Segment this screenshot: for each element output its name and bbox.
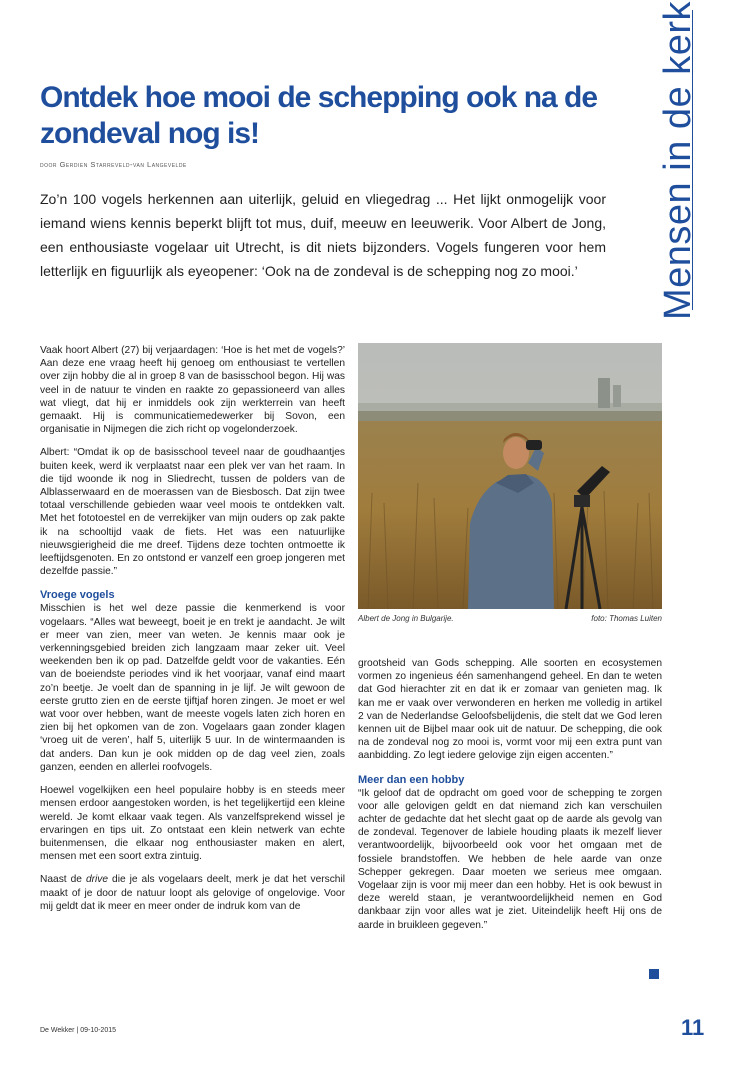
end-of-article-marker — [649, 969, 659, 979]
paragraph: Naast de drive die je als vogelaars deelt, merk je dat het verschil maakt of je door de natuur loopt als gelovige of ongelovige. Voor mij geldt dat ik meer en meer onder de indruk kom van de — [40, 874, 346, 912]
column-left — [40, 344, 345, 923]
paragraph: grootsheid van Gods schepping. Alle soorten en ecosystemen vormen zo ingenieus één samenhangend geheel. En dan te weten dat God hierachter zit en dat ik er zomaar van genieten mag. Ik kan me er vaak over verwonderen en herken me volledig in artikel 2 van de Nederlandse Geloofsbelijdenis, die stelt dat we God leren kennen uit de Bijbel maar ook uit de natuur. De schepping, die ook na de zondeval nog zo mooi is, vormt voor mij een extra punt van aanbidding. Zo legt iedere gelovige zijn eigen accenten.” — [358, 658, 662, 762]
caption-text: Albert de Jong in Bulgarije. — [358, 614, 454, 623]
subheading-vroege-vogels: Vroege vogels — [40, 589, 115, 602]
subheading-meer-dan-een-hobby: Meer dan een hobby — [358, 773, 465, 786]
paragraph: “Ik geloof dat de opdracht om goed voor de schepping te zorgen voor alle gelovigen geldt en dat niemand zich kan verschuilen achter de gedachte dat het slecht gaat op de aarde als gevolg van de zondeval. Tegenover de labiele houding plaats ik mezelf liever verantwoordelijk, bijvoorbeeld ook voor het omgaan met de fossiele brandstoffen. We hebben de hele aarde van onze Schepper gekregen. Daar moeten we serieus mee omgaan. Vogelaar zijn is voor mij meer dan een hobby. Het is ook bewust in deze wereld staan, je verantwoordelijkheid nemen en God dankbaar zijn voor alles wat je ziet. Uiteindelijk heeft Hij ons de aarde in bruikleen gegeven.” — [358, 787, 662, 931]
paragraph: Hoewel vogelkijken een heel populaire hobby is en steeds meer mensen erdoor aangestoken worden, is het tegelijkertijd een kleine wereld. Je komt elkaar vaak tegen. Als vanzelfsprekend wissel je ervaringen en tips uit. Zo ontstaat een klein netwerk van echte buitenmensen, die elkaar nog enthousiaster maken en alert, mensen met een soort extra zintuig. — [40, 785, 345, 863]
article-photo — [358, 343, 662, 609]
intro-paragraph: Zo’n 100 vogels herkennen aan uiterlijk, geluid en vliegedrag ... Het lijkt onmogelijk voor iemand wiens kennis beperkt blijft tot mus, duif, meeuw en leeuwerik. Voor Albert de Jong, een enthousiaste vogelaar uit Utrecht, is dit niets bijzonders. Vogels fungeren voor hem letterlijk en figuurlijk als eyeopener: ‘Ook na de zondeval is de schepping nog zo mooi.’ — [40, 191, 606, 279]
paragraph: Vaak hoort Albert (27) bij verjaardagen: ‘Hoe is het met de vogels?’ Aan deze ene vraag heeft hij genoeg om enthousiast te vertellen over zijn hobby die al in groep 8 van de basisschool begon. Hij was veel in de natuur te vinden en raakte zo gepassioneerd van alles wat vliegt, dat hij er inmiddels ook zijn werkterrein van heeft gemaakt. Hij is communicatiemedewerker bij Sovon, een organisatie in Nijmegen die zich richt op vogelonderzoek. — [40, 345, 345, 436]
column-right — [358, 657, 662, 942]
paragraph: Albert: “Omdat ik op de basisschool teveel naar de goudhaantjes buiten keek, werd ik verplaatst naar een plek ver van het raam. In die tijd woonde ik nog in Sliedrecht, tussen de polders van de Alblasserwaard en de moerassen van de Biesbosch. Dat zijn twee totaal verschillende gebieden waar veel moois te ontdekken valt. Met het fototoestel en de verrekijker van mijn ouders op zak pakte ik na schooltijd vaak de fiets. Het was een natuurlijke nieuwsgierigheid die me dreef. Tijdens deze tochten ontmoette ik leeftijdsgenoten. En zo ontstond er vanzelf een groep jongeren met dezelfde passie.” — [40, 447, 345, 578]
paragraph: Misschien is het wel deze passie die kenmerkend is voor vogelaars. “Alles wat beweegt, boeit je en trekt je aandacht. Je wilt er meer van zien, meer van weten. Je kennis maar ook je verkenningsgebied breiden zich langzaam maar zeker uit. Veel weekenden ben ik op pad. Datzelfde geldt voor de vakanties. Eén van de boeiendste periodes vind ik het voorjaar, vanaf eind maart zo’n beetje. Je voelt dan de spanning in je lijf. Je wilt gewoon de eerste grutto zien en de eerste tjiftjaf horen zingen. Je moet er wel wat voor over hebben, want de meeste vogels laten zich horen en zien bij het opkomen van de zon. Vogelaars gaan zonder klagen ‘vroeg uit de veren’, half 5, uiterlijk 5 uur. In de wintermaanden is dat anders. Dan kun je ook midden op de dag veel zien, zoals ganzen, eenden en allerlei roofvogels. — [40, 603, 345, 773]
article-title: Ontdek hoe mooi de schepping ook na de zondeval nog is! — [40, 81, 598, 150]
section-label: Mensen in de kerk — [657, 1, 699, 320]
page-number: 11 — [681, 1015, 705, 1040]
photo-credit: foto: Thomas Luiten — [591, 614, 662, 623]
byline: door Gerdien Starreveld-van Langevelde — [40, 160, 187, 169]
birdwatcher-photo — [358, 343, 662, 609]
footer-publication: De Wekker | 09-10-2015 — [40, 1027, 117, 1034]
photo-caption — [358, 614, 662, 623]
